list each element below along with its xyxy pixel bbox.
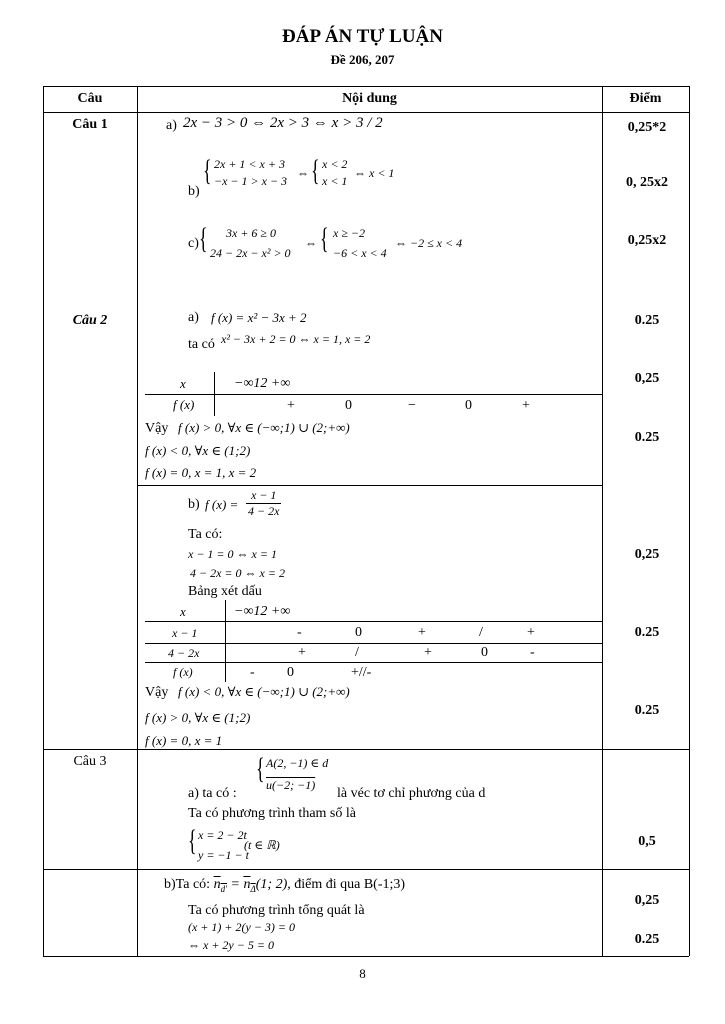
conclusion-line: f (x) < 0, ∀x ∈ (1;2) xyxy=(145,443,251,458)
equals-sign: = xyxy=(230,877,240,892)
part-label: b) xyxy=(188,184,200,199)
conclusion-line: f (x) < 0, ∀x ∈ (−∞;1) ∪ (2;+∞) xyxy=(178,684,350,699)
score: 0.25 xyxy=(634,430,660,445)
sign-value: / xyxy=(355,645,359,660)
table-label: x − 1 xyxy=(172,626,198,640)
function-lhs: f (x) = xyxy=(205,497,239,512)
brace-symbol: { xyxy=(311,154,320,187)
score: 0, 25x2 xyxy=(626,175,668,190)
table-border-top xyxy=(43,86,689,87)
page-number: 8 xyxy=(359,966,366,981)
fraction xyxy=(246,488,281,519)
score: 0,25x2 xyxy=(627,233,667,248)
col-header-diem: Điểm xyxy=(629,91,662,106)
brace-symbol: { xyxy=(199,222,208,255)
normal-vector xyxy=(243,877,255,892)
equation-line: ⇔ x + 2y − 5 = 0 xyxy=(188,938,274,952)
math-expression: x² − 3x + 2 = 0 ⇔ x = 1, x = 2 xyxy=(221,332,371,346)
system-line: 3x + 6 ≥ 0 xyxy=(226,226,277,240)
text-line: Ta có: xyxy=(188,527,223,542)
score: 0.25 xyxy=(634,703,660,718)
sign-value: + xyxy=(527,625,535,640)
part-label: b)Ta có: xyxy=(164,877,211,892)
sign-value: + xyxy=(287,398,295,413)
system-line: x < 2 xyxy=(322,157,348,171)
sign-value: / xyxy=(479,625,483,640)
sign-value: + xyxy=(418,625,426,640)
fraction-numerator: x − 1 xyxy=(246,488,281,504)
text-line: ta có xyxy=(188,337,215,352)
table-col-divider xyxy=(602,86,603,956)
vector-symbol: n xyxy=(243,877,251,892)
sign-table-divider xyxy=(225,600,226,682)
question-label: Câu 2 xyxy=(72,313,108,328)
vector-value: (1; 2) xyxy=(255,877,288,892)
param-line: y = −1 − t xyxy=(198,848,249,862)
table-label: f (x) xyxy=(173,665,193,679)
sign-table-divider xyxy=(145,662,603,663)
table-x-values: −∞12 +∞ xyxy=(234,604,291,619)
brace-symbol: { xyxy=(188,824,197,857)
score: 0,5 xyxy=(638,834,656,849)
system-line: x < 1 xyxy=(322,174,348,188)
text-line: Bảng xét dấu xyxy=(188,584,262,599)
table-label: f (x) xyxy=(173,397,195,412)
table-label: 4 − 2x xyxy=(168,646,200,660)
text-line: Ta có phương trình tham số là xyxy=(188,806,356,821)
brace-symbol: { xyxy=(256,752,265,785)
equivalence-symbol: ⇔ xyxy=(297,166,309,180)
text-line: là véc tơ chỉ phương của d xyxy=(337,786,486,801)
param-line: x = 2 − 2t xyxy=(198,828,247,842)
system-line: 24 − 2x − x² > 0 xyxy=(210,246,291,260)
text-line: Vậy xyxy=(145,421,169,436)
system-line: −x − 1 > x − 3 xyxy=(214,174,288,188)
page-title: ĐÁP ÁN TỰ LUẬN xyxy=(282,26,443,47)
system-line: −6 < x < 4 xyxy=(333,246,387,260)
sign-value: 0 xyxy=(481,645,488,660)
math-expression: 2x − 3 > 0 ⇔ 2x > 3 ⇔ x > 3 / 2 xyxy=(183,115,383,131)
result-expression: ⇔ −2 ≤ x < 4 xyxy=(395,236,463,250)
table-border-right xyxy=(689,86,690,956)
col-header-noi-dung: Nội dung xyxy=(342,91,397,106)
table-row-divider xyxy=(137,485,602,486)
fraction-denominator: 4 − 2x xyxy=(248,504,280,518)
system-line: 2x + 1 < x + 3 xyxy=(214,157,285,171)
sign-value: - xyxy=(250,665,255,680)
question-label: Câu 1 xyxy=(72,117,108,132)
conclusion-line: f (x) = 0, x = 1, x = 2 xyxy=(145,465,257,480)
sign-value: + xyxy=(298,645,306,660)
sign-value: 0 xyxy=(345,398,352,413)
score: 0.25 xyxy=(634,625,660,640)
score: 0.25 xyxy=(634,932,660,947)
vector-subscript: Δ xyxy=(250,883,256,894)
text-line xyxy=(164,877,405,894)
table-label: x xyxy=(180,376,186,391)
part-label: b) xyxy=(188,497,200,512)
equation-line: 4 − 2x = 0 ⇔ x = 2 xyxy=(190,566,285,580)
table-col-divider xyxy=(137,86,138,956)
question-label: Câu 3 xyxy=(73,754,107,769)
system-line: u(−2; −1) xyxy=(266,778,316,792)
sign-value: 0 xyxy=(287,665,294,680)
sign-table-divider xyxy=(145,621,603,622)
table-border-left xyxy=(43,86,44,956)
part-label: c) xyxy=(188,236,199,251)
part-label: a) xyxy=(188,310,199,325)
score: 0.25 xyxy=(634,313,660,328)
score: 0,25*2 xyxy=(627,120,667,135)
result-expression: ⇔ x < 1 xyxy=(354,166,395,180)
score: 0,25 xyxy=(634,371,660,386)
table-label: x xyxy=(180,604,186,619)
sign-value: +//- xyxy=(351,665,372,680)
conclusion-line: f (x) = 0, x = 1 xyxy=(145,733,223,748)
page-subtitle: Đề 206, 207 xyxy=(330,52,395,67)
normal-vector xyxy=(214,877,227,892)
system-line: A(2, −1) ∈ d xyxy=(266,756,329,770)
table-x-values: −∞12 +∞ xyxy=(234,376,291,391)
sign-value: − xyxy=(408,398,416,413)
score: 0,25 xyxy=(634,893,660,908)
part-label: a) xyxy=(166,118,177,133)
col-header-cau: Câu xyxy=(77,91,103,106)
table-row-divider xyxy=(43,869,689,870)
equation-line: x − 1 = 0 ⇔ x = 1 xyxy=(188,547,277,561)
equivalence-symbol: ⇔ xyxy=(305,236,317,250)
text-line: Vậy xyxy=(145,685,169,700)
sign-value: 0 xyxy=(465,398,472,413)
sign-table-divider xyxy=(145,643,603,644)
vector-subscript: d' xyxy=(220,883,227,894)
vector-symbol: n xyxy=(213,877,221,892)
score: 0,25 xyxy=(634,547,660,562)
sign-table-divider xyxy=(214,372,215,416)
system-line: x ≥ −2 xyxy=(333,226,366,240)
table-border-bottom xyxy=(43,956,689,957)
sign-value: + xyxy=(424,645,432,660)
param-domain: (t ∈ ℝ) xyxy=(244,838,280,852)
sign-value: - xyxy=(530,645,535,660)
sign-value: 0 xyxy=(355,625,362,640)
conclusion-line: f (x) > 0, ∀x ∈ (1;2) xyxy=(145,710,251,725)
equation-line: (x + 1) + 2(y − 3) = 0 xyxy=(188,920,296,934)
brace-symbol: { xyxy=(320,222,329,255)
text-line: a) ta có : xyxy=(188,786,237,801)
sign-value: - xyxy=(297,625,302,640)
conclusion-line: f (x) > 0, ∀x ∈ (−∞;1) ∪ (2;+∞) xyxy=(178,420,350,435)
brace-symbol: { xyxy=(203,154,212,187)
point-text: , điểm đi qua B(-1;3) xyxy=(287,877,406,892)
function-definition: f (x) = x² − 3x + 2 xyxy=(211,310,307,325)
sign-value: + xyxy=(522,398,530,413)
table-row-divider xyxy=(43,749,689,750)
text-line: Ta có phương trình tổng quát là xyxy=(188,903,365,918)
table-header-divider xyxy=(43,112,689,113)
